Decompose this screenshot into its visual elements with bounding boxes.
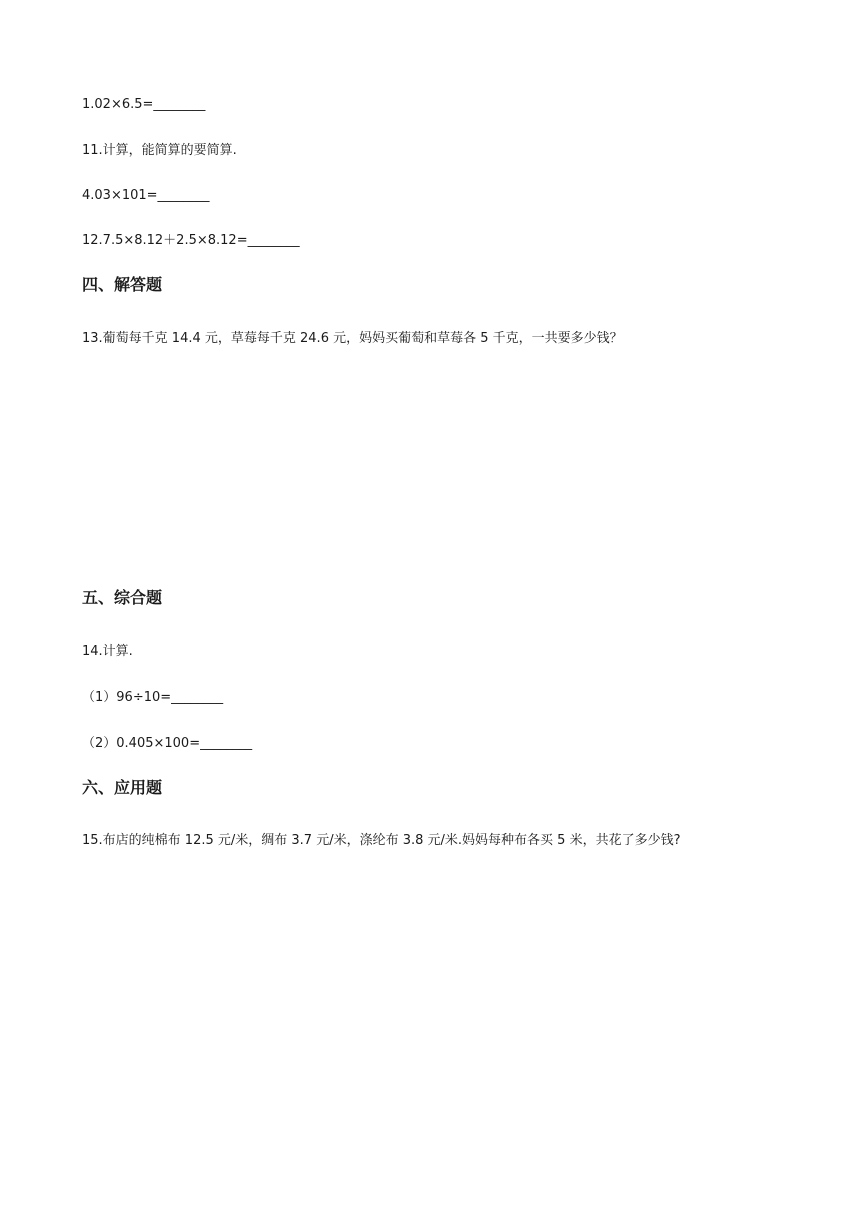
question-13: 13.葡萄每千克 14.4 元，草莓每千克 24.6 元，妈妈买葡萄和草莓各 5 千克，一共要多少钱？: [82, 331, 623, 346]
question-14: 14.计算.: [82, 644, 133, 659]
problem-1-02x6-5: 1.02×6.5=________: [82, 97, 206, 112]
section-heading-application: 六、应用题: [82, 778, 163, 797]
question-12: 12.7.5×8.12＋2.5×8.12=________: [82, 233, 300, 248]
question-11: 11.计算，能简算的要简算.: [82, 143, 237, 158]
section-heading-comprehensive: 五、综合题: [82, 588, 163, 607]
question-15: 15.布店的纯棉布 12.5 元/米，绸布 3.7 元/米，涤纶布 3.8 元/米.妈妈每种布各买 5 米，共花了多少钱?: [82, 833, 681, 848]
question-14-part-2: （2）0.405×100=________: [82, 736, 253, 751]
question-11-item: 4.03×101=________: [82, 188, 210, 203]
section-heading-answer: 四、解答题: [82, 275, 163, 294]
question-14-part-1: （1）96÷10=________: [82, 690, 224, 705]
